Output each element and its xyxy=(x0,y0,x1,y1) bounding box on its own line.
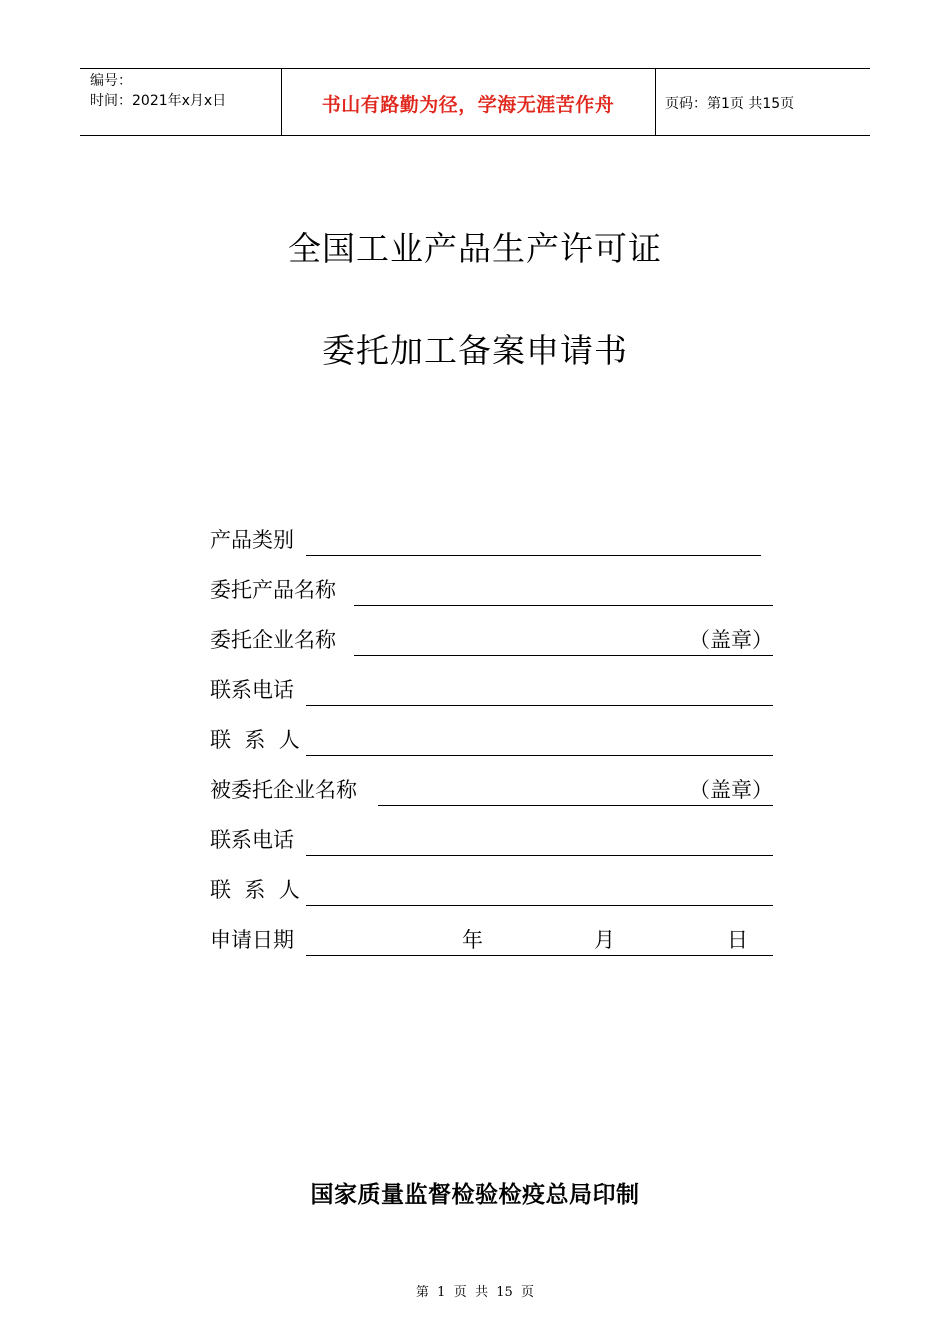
field-label: 联系电话 xyxy=(210,678,294,702)
document-subtitle: 委托加工备案申请书 xyxy=(322,331,628,370)
field-label: 被委托企业名称 xyxy=(210,778,357,802)
form-row-contact-2 xyxy=(210,872,773,906)
header-divider xyxy=(655,68,656,136)
form-row-contact-1 xyxy=(210,722,773,756)
page-footer: 第 1 页 共 15 页 xyxy=(415,1285,535,1300)
date-day-label: 日 xyxy=(727,928,748,952)
field-underline xyxy=(354,655,773,656)
field-label: 联 系 人 xyxy=(210,728,300,752)
form-row-phone-2 xyxy=(210,822,773,856)
field-underline xyxy=(306,555,761,556)
header-motto: 书山有路勤为径，学海无涯苦作舟 xyxy=(321,94,615,116)
form-row-phone-1 xyxy=(210,672,773,706)
seal-label: （盖章） xyxy=(689,778,773,802)
date-month-label: 月 xyxy=(594,928,615,952)
field-underline xyxy=(306,905,773,906)
field-underline xyxy=(306,705,773,706)
time-label: 时间：2021年x月x日 xyxy=(90,93,227,109)
field-underline xyxy=(378,805,773,806)
seal-label: （盖章） xyxy=(689,628,773,652)
header-top-border xyxy=(80,68,870,69)
field-underline xyxy=(306,755,773,756)
field-underline xyxy=(306,955,773,956)
form-row-entrusting-company xyxy=(210,622,773,656)
field-label: 产品类别 xyxy=(210,528,294,552)
field-label: 申请日期 xyxy=(210,928,294,952)
issuer-text: 国家质量监督检验检疫总局印制 xyxy=(310,1182,640,1208)
date-year-label: 年 xyxy=(462,928,483,952)
document-title: 全国工业产品生产许可证 xyxy=(288,229,662,268)
form-row-entrusted-company xyxy=(210,772,773,806)
form-row-entrusted-product xyxy=(210,572,773,606)
header-meta xyxy=(90,71,226,111)
form-row-product-category xyxy=(210,522,762,556)
form-row-apply-date xyxy=(210,922,773,956)
field-label: 联系电话 xyxy=(210,828,294,852)
field-underline xyxy=(306,855,773,856)
field-label: 委托企业名称 xyxy=(210,628,336,652)
field-label: 联 系 人 xyxy=(210,878,300,902)
header-bottom-border xyxy=(80,135,870,136)
field-label: 委托产品名称 xyxy=(210,578,336,602)
header-page-info: 页码：第1页 共15页 xyxy=(665,96,795,112)
field-underline xyxy=(354,605,773,606)
number-label: 编号： xyxy=(90,73,132,89)
